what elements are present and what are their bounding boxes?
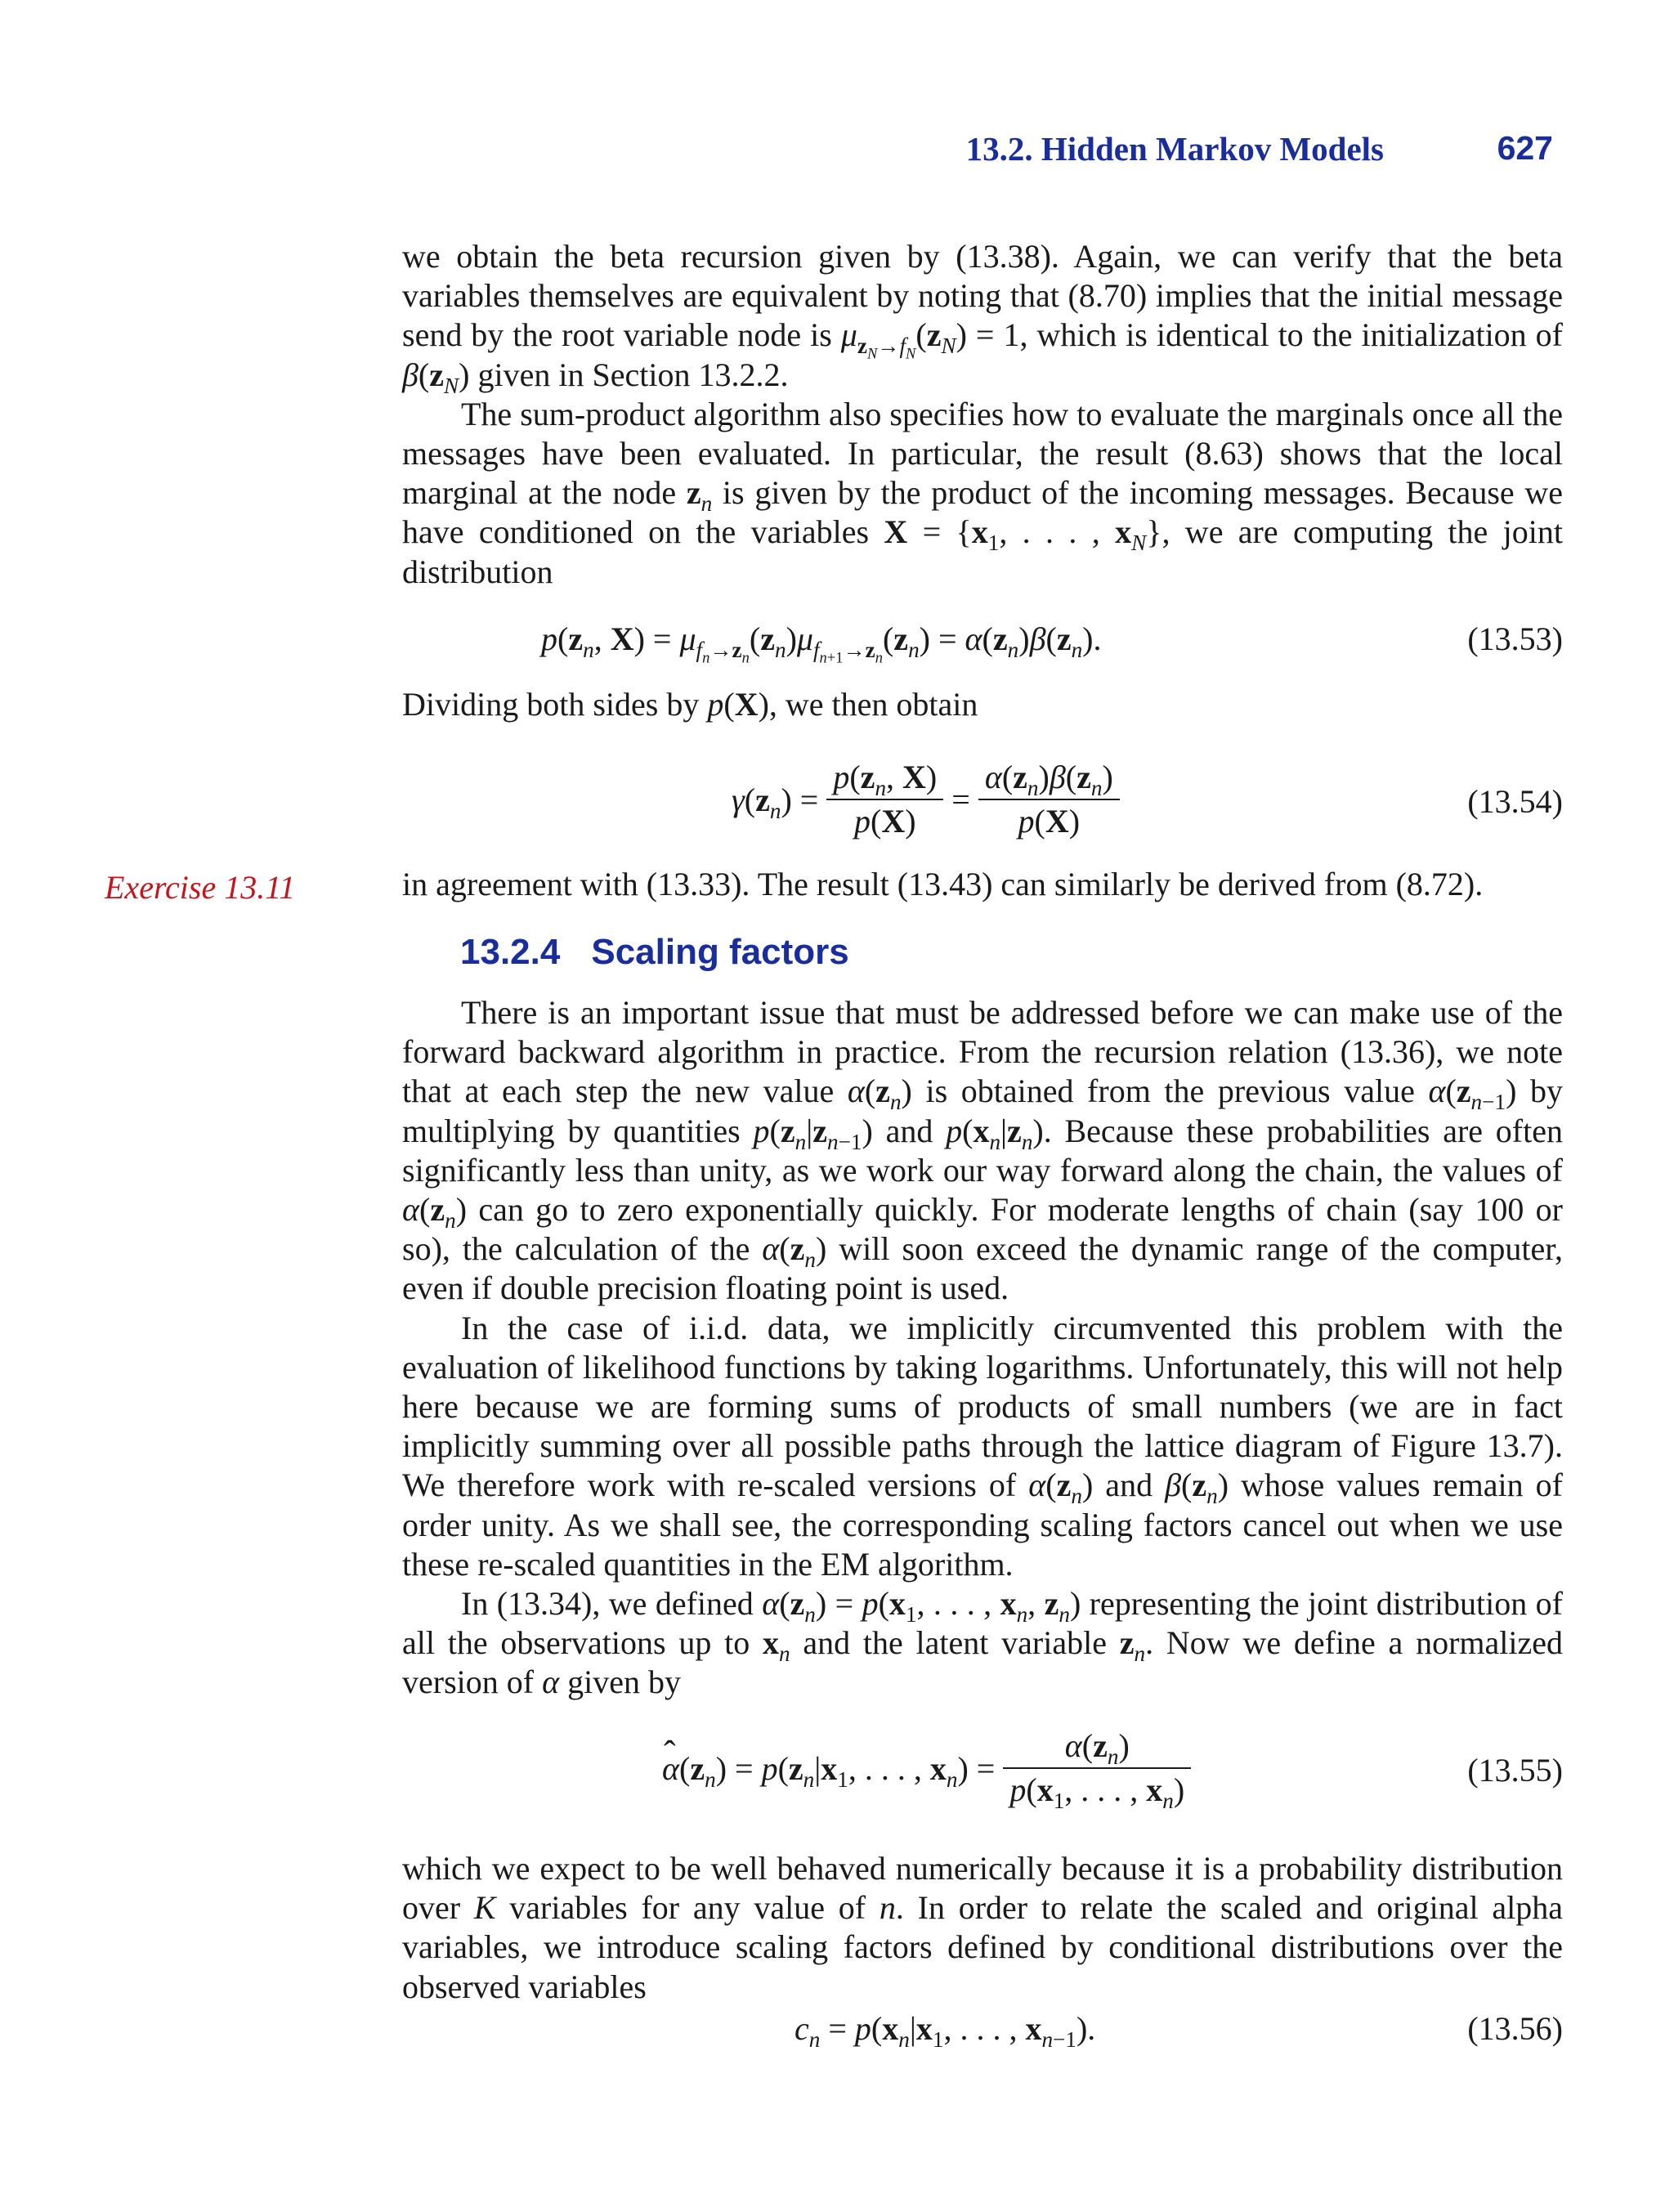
section-title: Scaling factors	[591, 932, 849, 972]
equation-number: (13.54)	[1467, 783, 1563, 820]
paragraph-1: we obtain the beta recursion given by (13.38). Again, we can verify that the beta variables themselves are equivalent by noting that (8.70) implies that the initial message send by the root variable node is $\mu_{z_N\to f_N}(z_N) = 1$, which is identical to the initialization of $\beta(z_N)$ given in Section 13.2.2. The sum-product algorithm also specifies how to evaluate the marginals once all the messages have been evaluated. In particular, the result (8.63) shows that the local marginal at the node $z_n$ is given by the product of the incoming messages. Because we have conditioned on the variables $X = \{x_1$, . . . , $x_N$}, we are computing the joint distribution	[402, 238, 1563, 590]
equation-number: (13.56)	[1467, 2010, 1563, 2047]
running-title: 13.2. Hidden Markov Models	[965, 130, 1384, 168]
equation-13-55: ˆ $\alpha(z_n) = p(z_n|x_1$, . . . , $x_n$) = $\frac{\alpha(z_n)}{p(x_1, . . . , x_n)}$ (13.55)	[402, 1725, 1563, 1823]
equation-number: (13.53)	[1467, 620, 1563, 657]
equation-13-53: $p(z_n$, $X) = \mu_{f_n\to z_n}(z_n)\mu_{f_{n+1}\to z_n}(z_n) = \alpha(z_n)\beta(z_n)$. (13.53)	[541, 620, 1563, 666]
equation-13-56: $c_n = p(x_n|x_1$, . . . , $x_{n-1}$). (13.56)	[794, 2010, 1563, 2052]
page-header	[0, 129, 1674, 178]
paragraph-well-behaved: which we expect to be well behaved numerically because it is a probability distribution over K variables for any value of n. In order to relate the scaled and original alpha variables, we introduce scaling factors defined by conditional distributions over the observed variables	[402, 1850, 1564, 2005]
section-number: 13.2.4	[460, 932, 561, 972]
paragraph-agreement: in agreement with (13.33). The result (13.43) can similarly be derived from (8.72).	[402, 866, 1484, 902]
page-number: 627	[1497, 129, 1553, 167]
exercise-reference: Exercise 13.11	[105, 869, 296, 906]
section-heading	[460, 932, 849, 973]
paragraph-dividing: Dividing both sides by p(X), we then obtain	[402, 686, 978, 723]
equation-number: (13.55)	[1467, 1752, 1563, 1789]
equation-13-54: $\gamma(z_n)$ = $\frac{p(z_n, X)}{p(X)}$ = $\frac{\alpha(z_n)\beta(z_n)}{p(X)}$ (13.54)	[402, 756, 1563, 854]
section-body: There is an important issue that must be addressed before we can make use of the forward backward algorithm in practice. From the recursion relation (13.36), we note that at each step the new value $\alpha(z_n)$ is obtained from the previous value $\alpha(z_{n-1})$ by multiplying by quantities $p(z_n|z_{n-1})$ and $p(x_n|z_n)$. Because these probabilities are often significantly less than unity, as we work our way forward along the chain, the values of $\alpha(z_n)$ can go to zero exponentially quickly. For moderate lengths of chain (say 100 or so), the calculation of the $\alpha(z_n)$ will soon exceed the dynamic range of the computer, even if double precision floating point is used. In the case of i.i.d. data, we implicitly circumvented this problem with the evaluation of likelihood functions by taking logarithms. Unfortunately, this will not help here because we are forming sums of products of small numbers (we are in fact implicitly summing over all possible paths through the lattice diagram of Figure 13.7). We therefore work with re-scaled versions of $\alpha(z_n)$ and $\beta(z_n)$ whose values remain of order unity. As we shall see, the corresponding scaling factors cancel out when we use these re-scaled quantities in the EM algorithm. In (13.34), we defined $\alpha(z_n) = p(x_1$, . . . , $x_n$, $z_n$) representing the joint distribution of all the observations up to $x_n$ and the latent variable $z_n$. Now we define a normalized version of α given by	[402, 994, 1564, 1701]
